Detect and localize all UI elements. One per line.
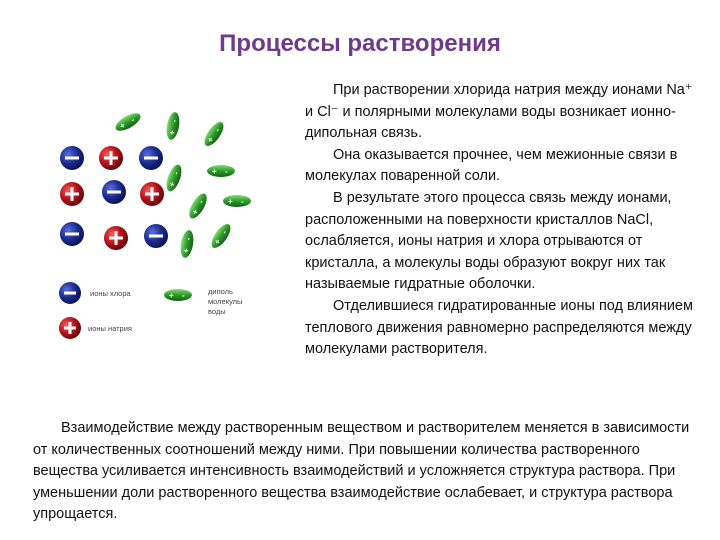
water-dipole — [223, 195, 251, 207]
svg-text:-: - — [129, 115, 137, 125]
label-water-dipole-2: молекулы — [208, 297, 243, 306]
legend-sodium-ion — [59, 317, 81, 339]
sodium-ion — [104, 226, 128, 250]
svg-text:-: - — [196, 198, 206, 206]
svg-text:+: + — [228, 197, 233, 206]
label-chlorine-ions: ионы хлора — [90, 289, 131, 298]
svg-text:-: - — [225, 167, 228, 176]
svg-text:-: - — [171, 170, 181, 176]
chlorine-ion — [139, 146, 163, 170]
svg-text:-: - — [169, 118, 180, 123]
svg-text:+: + — [169, 291, 174, 300]
svg-text:+: + — [118, 120, 127, 131]
water-dipole — [201, 119, 227, 149]
paragraph: Взаимодействие между растворенным веществом и растворителем меняется в зависимости от количественных соотношений между ними. При повышении количества растворенного вещества усиливается интенсивность взаимодействий и усложняется структура раствора. При уменьшении доли растворенного вещества взаимодействие ослабевает, и структура раствора упрощается. — [33, 420, 690, 523]
svg-text:+: + — [190, 207, 201, 217]
water-dipole — [207, 165, 235, 177]
chlorine-ion — [60, 222, 84, 246]
svg-text:-: - — [213, 126, 222, 134]
chlorine-ion — [60, 146, 84, 170]
water-dipole — [179, 229, 196, 259]
page-title: Процессы растворения — [219, 30, 501, 57]
svg-text:+: + — [167, 129, 178, 136]
label-sodium-ions: ионы натрия — [88, 324, 132, 333]
paragraph: В результате этого процесса связь между ионами, расположенными на поверхности кристаллов NaCl, ослабляется, ионы натрия и хлора отрываются от кристалла, а молекулы воды образуют вокруг них так называемые гидратные оболочки. — [305, 189, 672, 293]
svg-text:-: - — [183, 236, 194, 241]
paragraph: Отделившиеся гидратированные ионы под влиянием теплового движения равномерно распределяются между молекулами растворителя. — [305, 297, 693, 358]
sodium-ion — [60, 182, 84, 206]
water-dipole — [186, 191, 210, 221]
svg-text:+: + — [205, 135, 216, 145]
svg-text:+: + — [212, 167, 217, 176]
dissolution-diagram — [40, 108, 302, 348]
svg-text:-: - — [182, 291, 185, 300]
chlorine-ion — [102, 180, 126, 204]
legend-chlorine-ion — [59, 282, 81, 304]
water-dipole — [164, 163, 185, 193]
sodium-ion — [99, 146, 123, 170]
water-dipole — [165, 111, 182, 141]
paragraph: Она оказывается прочнее, чем межионные связи в молекулах поваренной соли. — [305, 146, 678, 185]
legend-water-dipole — [164, 289, 192, 301]
bottom-text-block — [33, 418, 693, 526]
svg-text:-: - — [241, 197, 244, 206]
svg-text:+: + — [181, 247, 192, 254]
svg-text:+: + — [167, 180, 178, 189]
label-water-dipole-1: диполь — [208, 287, 233, 296]
chlorine-ion — [144, 224, 168, 248]
paragraph: При растворении хлорида натрия между ионами Na⁺ и Cl⁻ и полярными молекулами воды возникает ионно-дипольная связь. — [305, 82, 693, 142]
label-water-dipole-3: воды — [208, 307, 226, 316]
svg-text:-: - — [220, 228, 229, 236]
right-text-block — [305, 80, 697, 361]
water-dipole — [113, 110, 143, 134]
water-dipole — [208, 221, 234, 251]
svg-text:+: + — [212, 237, 223, 247]
sodium-ion — [140, 182, 164, 206]
